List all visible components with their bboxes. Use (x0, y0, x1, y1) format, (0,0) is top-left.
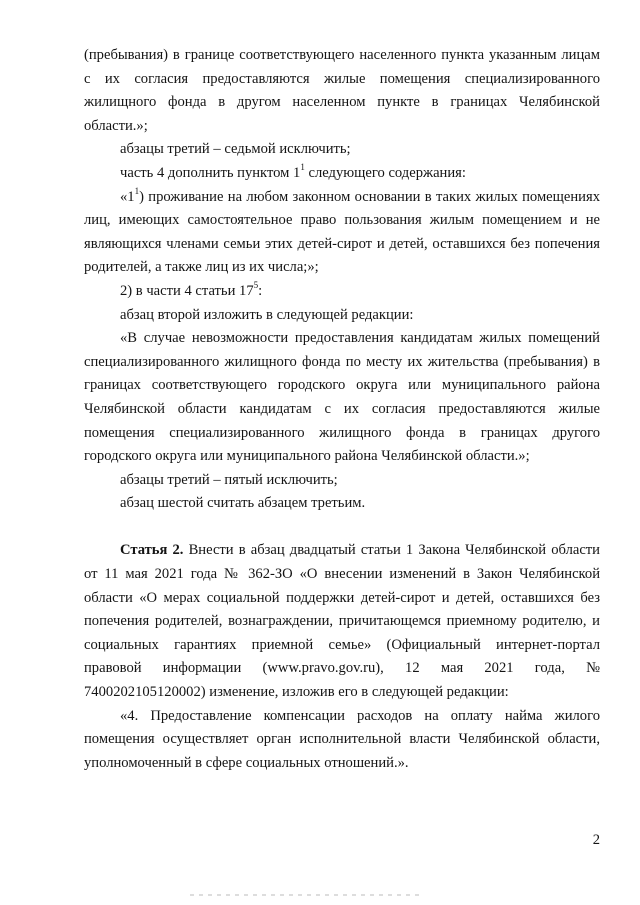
page-number: 2 (592, 832, 600, 848)
text-segment: «1 (120, 188, 135, 205)
text-segment: 2) в части 4 статьи 17 (120, 282, 254, 299)
text-segment: ) проживание на любом законном основании в таких жилых помещениях лиц, имеющих самостоятельное право пользования жилым помещением и не являющихся членами семьи этих детей-сирот и детей, оставшихся без попечения родителей, а также лиц из их числа;»; (84, 188, 600, 276)
paragraph-item-2 (84, 280, 600, 304)
text-segment: : (258, 282, 263, 299)
paragraph-delete-paragraphs: абзацы третий – седьмой исключить; (120, 141, 351, 158)
paragraph-renumber: абзац шестой считать абзацем третьим. (120, 495, 366, 512)
superscript: 1 (300, 162, 305, 173)
scan-artifact (190, 894, 420, 896)
document-body (84, 44, 600, 775)
text-segment: часть 4 дополнить пунктом 1 (120, 164, 301, 181)
text-segment: следующего содержания: (304, 164, 466, 181)
article-heading: Статья 2. (120, 542, 184, 559)
article-text: Внести в абзац двадцатый статьи 1 Закона Челябинской области от 11 мая 2021 года № 362-ЗО «О внесении изменений в Закон Челябинской области «О мерах социальной поддержки детей-сирот и детей, оставшихся без попечения родителей, вознаграждении, причитающемся приемному родителю, и социальных гарантиях приемной семье» (Официальный интернет-портал правовой информации (www.pravo.gov.ru), 12 мая 2021 года, № 7400202105120002) изменение, изложив его в следующей редакции: (84, 542, 600, 701)
paragraph-point-text (84, 186, 600, 280)
paragraph-article-2 (84, 539, 600, 704)
spacer (84, 516, 600, 540)
paragraph-quoted-text: «В случае невозможности предоставления кандидатам жилых помещений специализированного жилищного фонда по месту их жительства (пребывания) в границах соответствующего городского округа или муниципального района Челябинской области кандидатам с их согласия предоставляются жилые помещения специализированного жилищного фонда в границах другого городского округа или муниципального района Челябинской области.»; (84, 330, 600, 465)
paragraph-compensation: «4. Предоставление компенсации расходов на оплату найма жилого помещения осуществляет орган исполнительной власти Челябинской области, уполномоченный в сфере социальных отношений.». (84, 707, 600, 771)
superscript: 5 (253, 280, 259, 291)
paragraph-add-point (84, 162, 600, 186)
paragraph-continuation: (пребывания) в границе соответствующего населенного пункта указанным лицам с их согласия предоставляются жилые помещения специализированного жилищного фонда в другом населенном пункте в границах Челябинской области.»; (84, 47, 600, 134)
paragraph-delete-paragraphs-2: абзацы третий – пятый исключить; (120, 471, 338, 488)
paragraph-new-wording: абзац второй изложить в следующей редакции: (120, 306, 414, 323)
superscript: 1 (134, 185, 140, 196)
